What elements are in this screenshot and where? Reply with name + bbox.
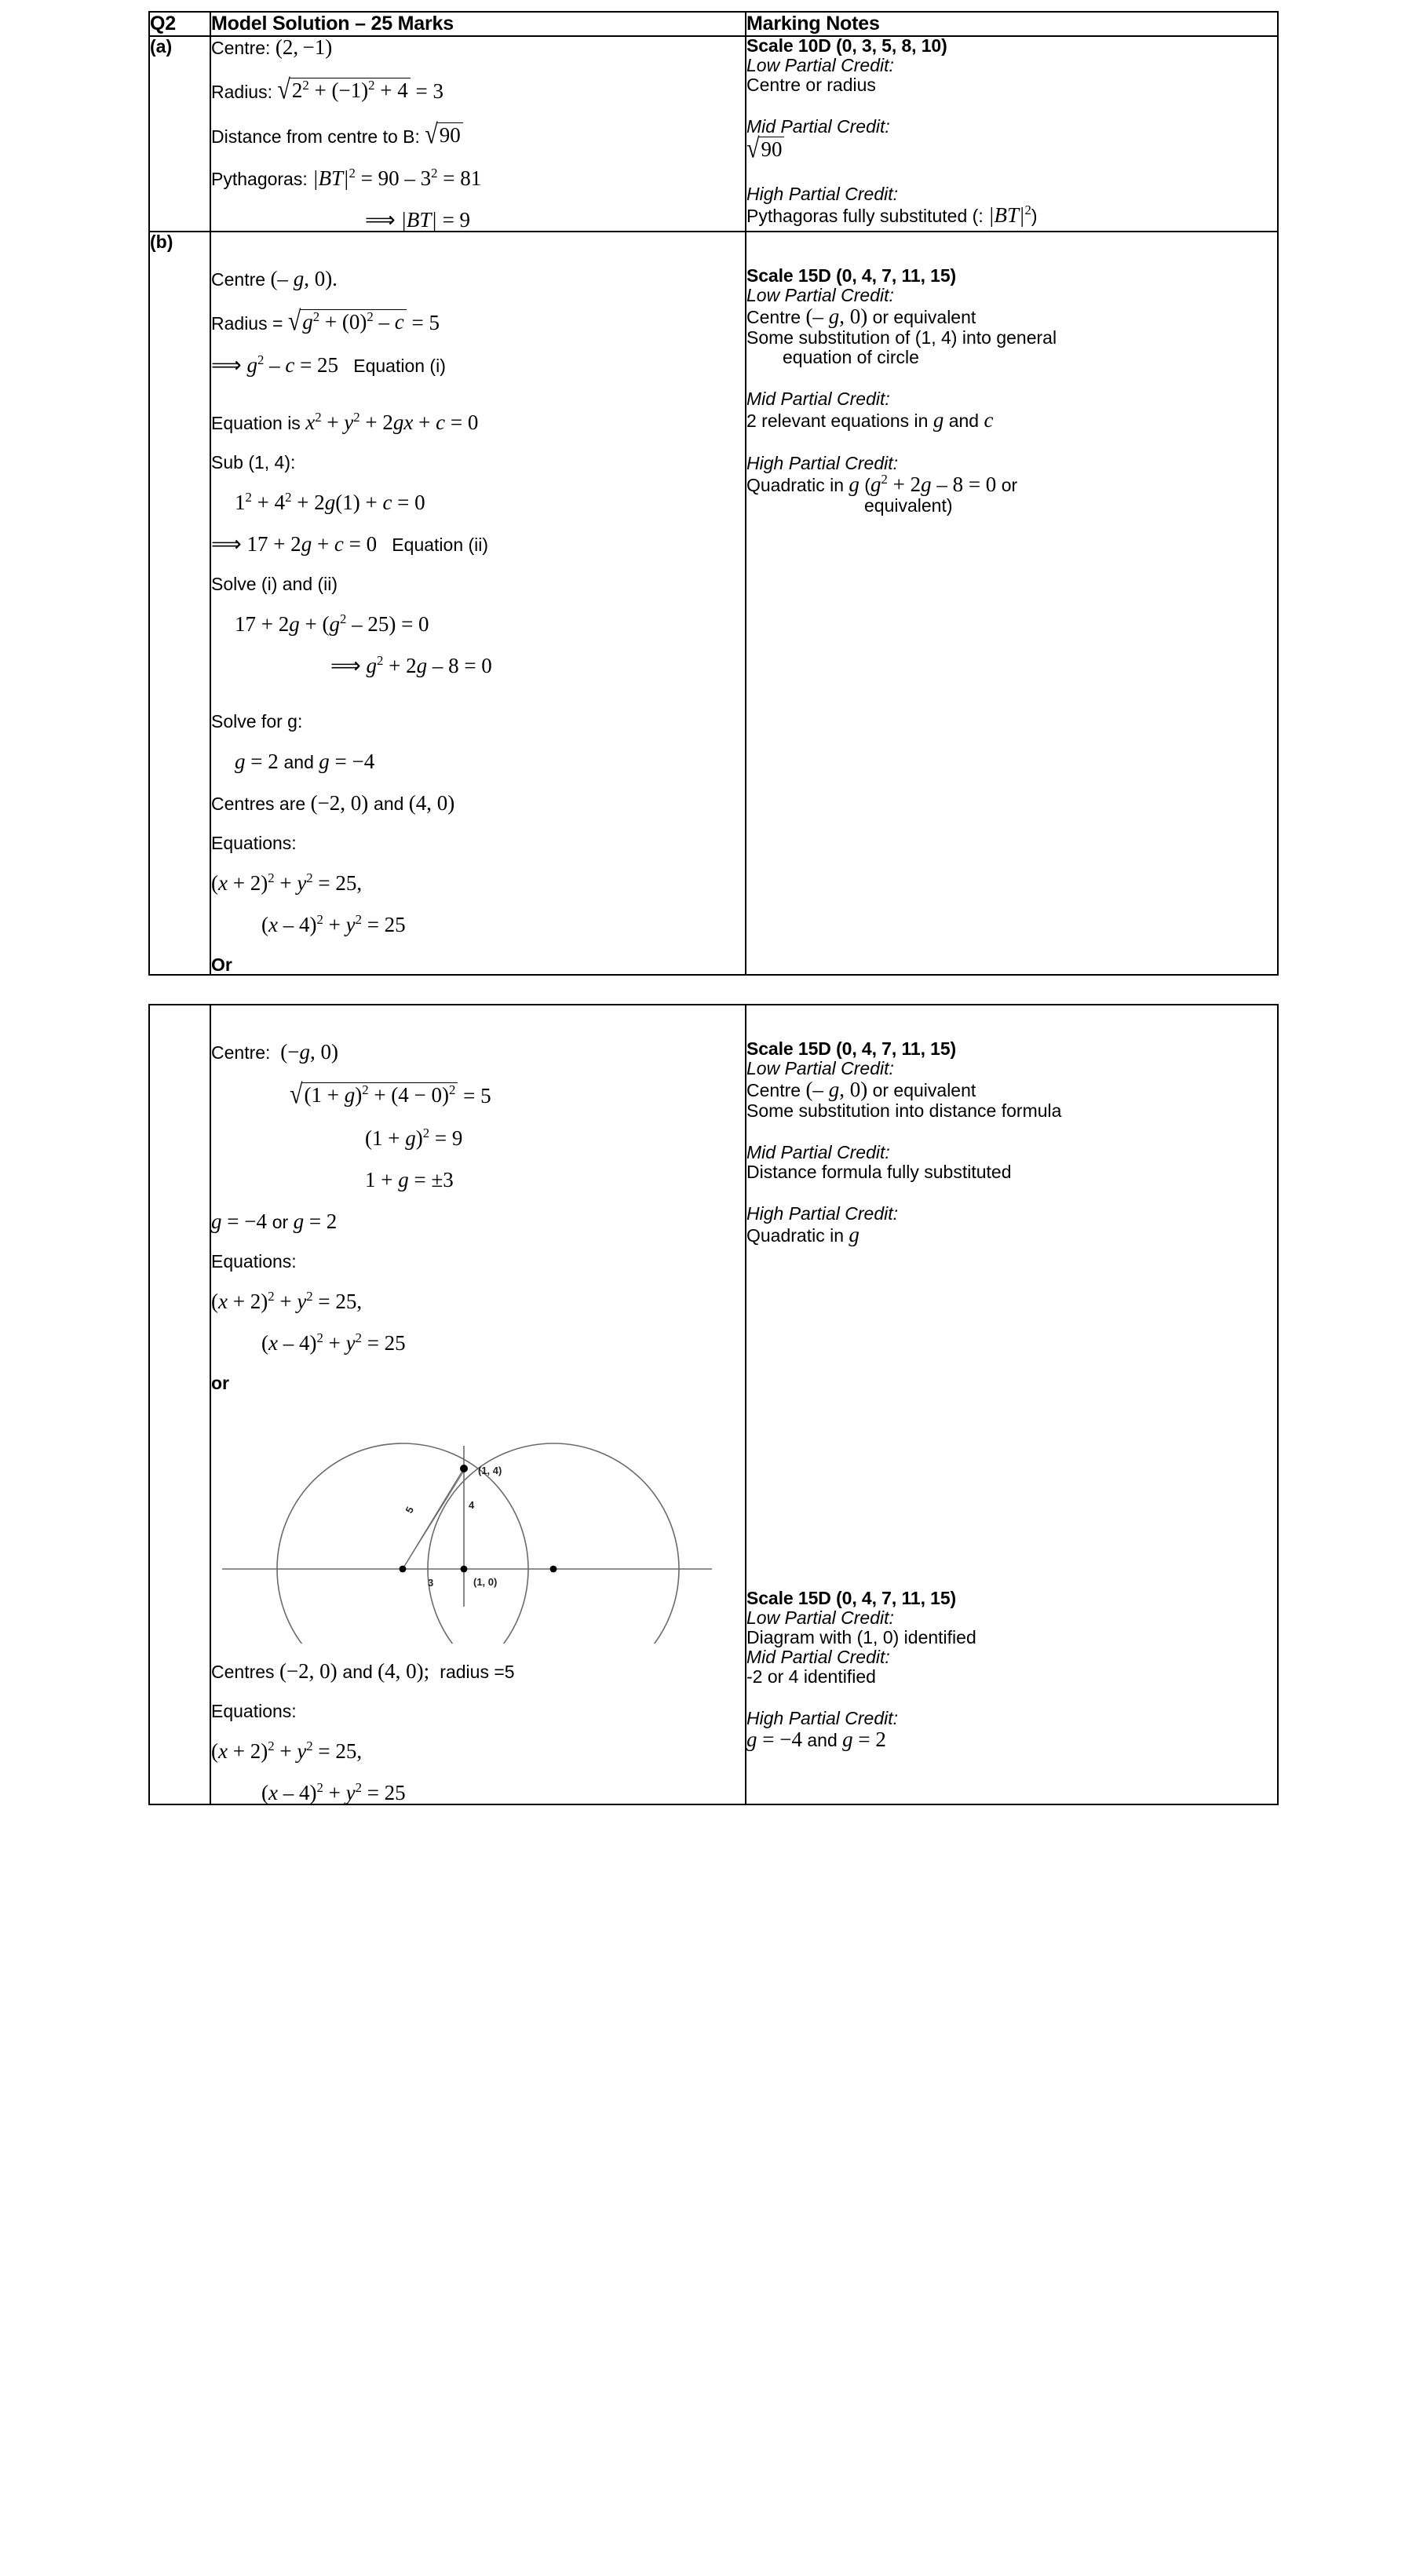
solution-line-b-or: Or <box>211 954 232 975</box>
alt-solution-line-7: $(x + 2)^2 + y^2 = 25$, <box>211 1288 363 1313</box>
solution-line-b-9: $17 + 2g + (g^2 - 25) = 0$ <box>235 611 429 636</box>
high-partial-credit-text-alt-top: Quadratic in g <box>746 1222 859 1246</box>
solution-line-b-15: $(x + 2)^2 + y^2 = 25$, <box>211 870 363 895</box>
alt-solution-line-or: or <box>211 1372 229 1393</box>
marking-notes-bottom-block <box>746 1589 1277 1750</box>
header-question-label: Q2 <box>149 12 210 36</box>
alt-solution-line-1: Centre: (−g, 0) <box>211 1039 338 1064</box>
solution-line-b-16: $(x - 4)^2 + y^2 = 25$ <box>261 911 406 936</box>
high-partial-credit-text-b: Quadratic in g ($g^2 + 2g - 8 = 0$ or <box>746 471 1018 496</box>
low-partial-credit-text-alt-top-1: Centre (– g, 0) or equivalent <box>746 1077 976 1101</box>
alt-solution-line-6: Equations: <box>211 1250 297 1272</box>
mid-partial-credit-label-alt-top: Mid Partial Credit: <box>746 1141 890 1162</box>
high-partial-credit-text-alt-bottom: g = −4 and g = 2 <box>746 1727 886 1751</box>
scale-label-alt-bottom: Scale 15D (0, 4, 7, 11, 15) <box>746 1587 957 1608</box>
point-one-zero <box>461 1565 468 1572</box>
marking-scheme-table-1 <box>148 11 1279 976</box>
high-partial-credit-text-a: Pythagoras fully substituted (: $|BT|^2$) <box>746 202 1038 227</box>
point-centre-left <box>400 1565 407 1572</box>
scale-label-a: Scale 10D (0, 3, 5, 8, 10) <box>746 35 947 56</box>
alt-solution-line-8: $(x - 4)^2 + y^2 = 25$ <box>261 1330 406 1355</box>
high-partial-credit-label-a: High Partial Credit: <box>746 183 899 204</box>
high-partial-credit-label-alt-top: High Partial Credit: <box>746 1202 899 1224</box>
high-partial-credit-text-b-2: equivalent) <box>864 494 953 516</box>
mid-partial-credit-text-a: √90 <box>746 137 1277 162</box>
circles-diagram <box>216 1408 718 1644</box>
solution-line-b-5: Sub (1, 4): <box>211 451 296 473</box>
mid-partial-credit-text-alt-top: Distance formula fully substituted <box>746 1161 1012 1182</box>
marking-notes-cell-a <box>746 36 1278 232</box>
solution-line-b-8: Solve (i) and (ii) <box>211 573 338 594</box>
solution-line-b-3: ⟹ $g^2 - c = 25$ Equation (i) <box>211 352 446 377</box>
low-partial-credit-label-alt-top: Low Partial Credit: <box>746 1057 894 1078</box>
alt-solution-line-11: $(x + 2)^2 + y^2 = 25$, <box>211 1738 363 1763</box>
table-row-part-b-alt <box>149 1005 1278 1804</box>
mid-partial-credit-text-b: 2 relevant equations in g and c <box>746 407 994 432</box>
solution-line-b-4: Equation is $x^2 + y^2 + 2gx + c = 0$ <box>211 409 479 434</box>
solution-line-a-1: Centre: (2, −1) <box>211 35 333 59</box>
mid-partial-credit-text-alt-bottom: -2 or 4 identified <box>746 1666 876 1687</box>
low-partial-credit-text-b-2b: equation of circle <box>783 346 919 367</box>
solution-line-a-5: ⟹ |BT| = 9 <box>365 207 471 232</box>
alt-solution-line-3: $(1 + g)^2 = 9$ <box>365 1125 463 1150</box>
part-label-b: (b) <box>149 232 210 975</box>
low-partial-credit-label-b: Low Partial Credit: <box>746 284 894 305</box>
high-partial-credit-label-b: High Partial Credit: <box>746 452 899 473</box>
low-partial-credit-label-alt-bottom: Low Partial Credit: <box>746 1607 894 1628</box>
alt-solution-line-9: Centres (−2, 0) and (4, 0); radius =5 <box>211 1658 515 1683</box>
solution-cell-b-alt <box>210 1005 746 1804</box>
scale-label-b: Scale 15D (0, 4, 7, 11, 15) <box>746 265 957 286</box>
mid-partial-credit-label-alt-bottom: Mid Partial Credit: <box>746 1646 890 1667</box>
scale-label-alt-top: Scale 15D (0, 4, 7, 11, 15) <box>746 1038 957 1059</box>
marking-notes-vertical-gap <box>746 1247 1277 1589</box>
part-label-empty <box>149 1005 210 1804</box>
solution-line-b-6: $1^2 + 4^2 + 2g(1) + c = 0$ <box>235 489 425 514</box>
alt-solution-line-2: $√(1 + g)^2 + (4 - 0)^2 = 5$ <box>290 1078 491 1110</box>
solution-cell-a <box>210 36 746 232</box>
table-separator <box>0 976 1427 1004</box>
solution-line-a-2: Radius: $√2^2 + (-1)^2 + 4 = 3$ <box>211 74 443 105</box>
alt-solution-line-4: 1 + g = ±3 <box>365 1167 454 1191</box>
circle-right <box>428 1443 679 1644</box>
header-model-solution: Model Solution – 25 Marks <box>210 12 746 36</box>
solution-line-b-10: ⟹ $g^2 + 2g - 8 = 0$ <box>330 652 492 677</box>
circles-diagram-svg <box>216 1408 718 1644</box>
marking-notes-cell-b-alt <box>746 1005 1278 1804</box>
marking-notes-cell-b <box>746 232 1278 975</box>
part-label-a: (a) <box>149 36 210 232</box>
solution-line-b-11: Solve for g: <box>211 710 303 732</box>
label-segment-vertical: 4 <box>469 1498 475 1511</box>
point-centre-right <box>550 1565 557 1572</box>
alt-solution-line-10: Equations: <box>211 1700 297 1721</box>
solution-cell-b <box>210 232 746 975</box>
alt-solution-line-12: $(x - 4)^2 + y^2 = 25$ <box>261 1779 406 1804</box>
label-point-1-4: (1, 4) <box>478 1464 502 1476</box>
solution-line-b-1: Centre (– g, 0). <box>211 266 338 290</box>
label-segment-horizontal: 3 <box>428 1576 434 1589</box>
table-row-part-b <box>149 232 1278 975</box>
label-point-1-0: (1, 0) <box>473 1575 498 1588</box>
table-header-row <box>149 12 1278 36</box>
radius-segment-2 <box>403 1471 464 1569</box>
low-partial-credit-text-b-1: Centre (– g, 0) or equivalent <box>746 304 976 328</box>
low-partial-credit-label-a: Low Partial Credit: <box>746 54 894 75</box>
mid-partial-credit-label-b: Mid Partial Credit: <box>746 388 890 409</box>
solution-line-b-12: g = 2 and g = −4 <box>235 749 375 773</box>
solution-line-b-13: Centres are (−2, 0) and (4, 0) <box>211 790 455 815</box>
solution-line-a-3: Distance from centre to B: √90 <box>211 123 745 148</box>
low-partial-credit-text-alt-top-2: Some substitution into distance formula <box>746 1100 1062 1121</box>
point-one-four <box>460 1465 468 1472</box>
solution-line-b-2: Radius = $√g^2 + (0)^2 - c = 5$ <box>211 305 440 337</box>
mid-partial-credit-label-a: Mid Partial Credit: <box>746 115 890 137</box>
low-partial-credit-text-b-2: Some substitution of (1, 4) into general <box>746 327 1057 348</box>
alt-solution-line-5: g = −4 or g = 2 <box>211 1209 338 1233</box>
table-row-part-a <box>149 36 1278 232</box>
high-partial-credit-label-alt-bottom: High Partial Credit: <box>746 1707 899 1728</box>
low-partial-credit-text-alt-bottom: Diagram with (1, 0) identified <box>746 1626 976 1647</box>
solution-line-b-7: ⟹ 17 + 2g + c = 0 Equation (ii) <box>211 531 489 556</box>
label-segment-hypotenuse: 5 <box>403 1504 417 1516</box>
header-marking-notes: Marking Notes <box>746 12 1278 36</box>
marking-notes-top-block <box>746 1040 1277 1246</box>
marking-scheme-table-2 <box>148 1004 1279 1805</box>
low-partial-credit-text-a: Centre or radius <box>746 74 876 95</box>
solution-line-a-4: Pythagoras: $|BT|^2 = 90 - 3^2 = 81$ <box>211 165 482 190</box>
solution-line-b-14: Equations: <box>211 832 297 853</box>
